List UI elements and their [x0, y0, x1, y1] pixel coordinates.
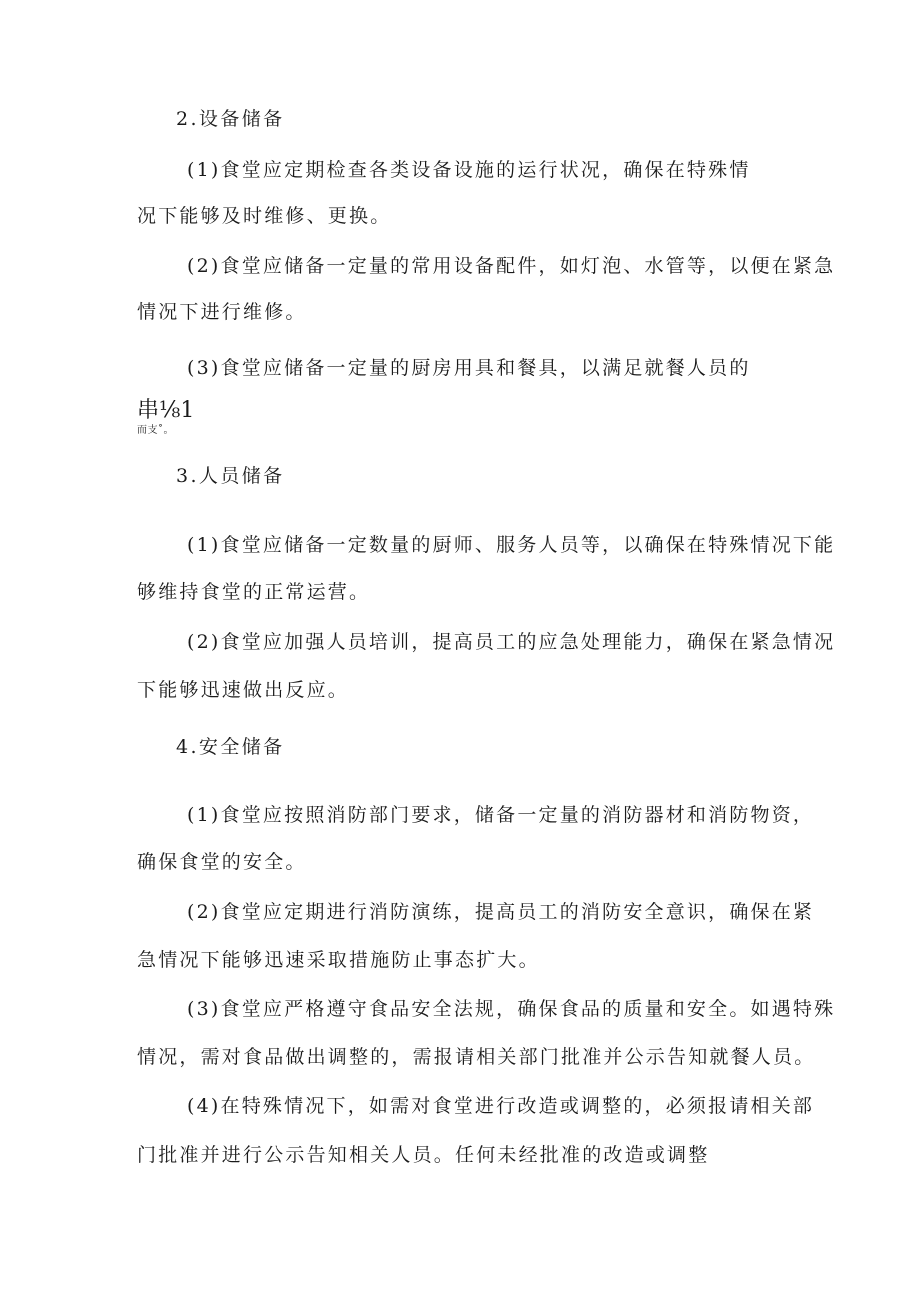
paragraph-line: 下能够迅速做出反应。 [137, 679, 350, 701]
paragraph-line: (4)在特殊情况下，如需对食堂进行改造或调整的，必须报请相关部 [187, 1095, 815, 1117]
paragraph-line: 够维持食堂的正常运营。 [137, 581, 371, 603]
paragraph-line: (1)食堂应按照消防部门要求，储备一定量的消防器材和消防物资， [187, 804, 815, 826]
paragraph-line: (1)食堂应储备一定数量的厨师、服务人员等，以确保在特殊情况下能 [187, 534, 836, 556]
section-heading-safety: 4.安全储备 [176, 736, 285, 758]
paragraph-line: (2)食堂应定期进行消防演练，提高员工的消防安全意识，确保在紧 [187, 901, 815, 923]
paragraph-line: 确保食堂的安全。 [137, 851, 307, 873]
paragraph-line: (1)食堂应定期检查各类设备设施的运行状况，确保在特殊情 [187, 159, 751, 181]
paragraph-line: 况下能够及时维修、更换。 [137, 205, 392, 227]
paragraph-line: 情况，需对食品做出调整的，需报请相关部门批准并公示告知就餐人员。 [137, 1046, 816, 1068]
paragraph-line: (3)食堂应储备一定量的厨房用具和餐具，以满足就餐人员的 [187, 357, 751, 379]
paragraph-line: (2)食堂应加强人员培训，提高员工的应急处理能力，确保在紧急情况 [187, 631, 836, 653]
section-heading-personnel: 3.人员储备 [176, 465, 285, 487]
paragraph-line: 门批准并进行公示告知相关人员。任何未经批准的改造或调整 [137, 1144, 710, 1166]
paragraph-line: 情况下进行维修。 [137, 301, 307, 323]
paragraph-line: 急情况下能够迅速采取措施防止事态扩大。 [137, 949, 540, 971]
paragraph-line: (2)食堂应储备一定量的常用设备配件，如灯泡、水管等，以便在紧急 [187, 255, 836, 277]
garbled-text: 串⅛1 [137, 398, 195, 423]
section-heading-equipment: 2.设备储备 [176, 108, 285, 130]
paragraph-line: (3)食堂应严格遵守食品安全法规，确保食品的质量和安全。如遇特殊 [187, 998, 836, 1020]
garbled-text-small: 而支˚。 [137, 425, 174, 436]
